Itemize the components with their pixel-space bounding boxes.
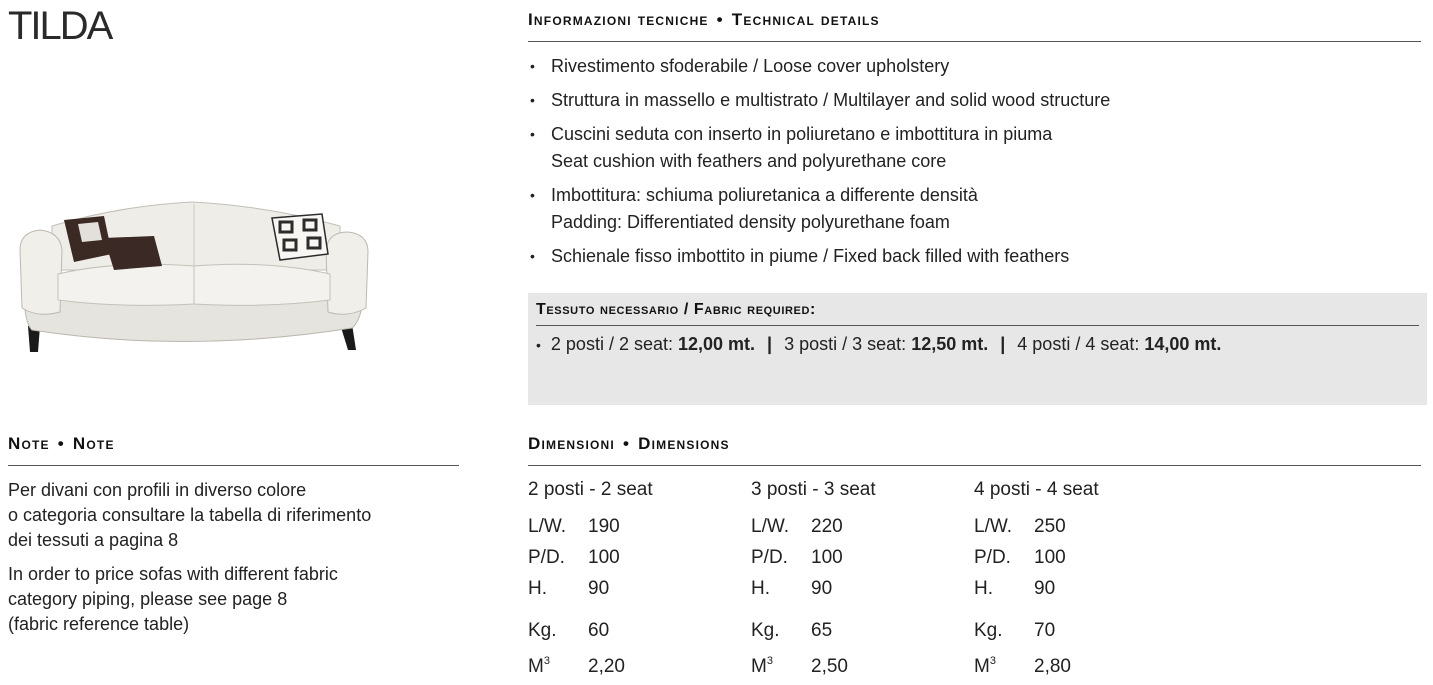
note-text [8,478,458,646]
sofa-image [18,196,370,358]
dimension-value: 2,80 [1034,656,1071,677]
dimension-value: 2,20 [588,656,625,677]
dimensions-column-4-seat [974,478,1099,677]
dimension-label: L/W. [974,516,1013,537]
dimension-row-width [974,511,1099,542]
dimension-label [751,646,811,682]
technical-heading [528,10,880,30]
list-item [528,121,1418,175]
dimension-row-volume [974,646,1099,677]
dimension-row-depth [751,542,876,573]
heading-separator: • [622,434,631,453]
dimension-row-width [751,511,876,542]
dimension-value: 190 [588,516,620,537]
note-heading-en: Note [72,434,115,453]
dimension-label: L/W. [528,516,567,537]
dimension-value: 2,50 [811,656,848,677]
dimension-label: H. [528,578,547,599]
dimension-label: P/D. [974,547,1011,568]
note-heading-it: Note [8,434,50,453]
dimension-row-depth [974,542,1099,573]
list-item-text: Rivestimento sfoderabile / Loose cover upholstery [551,56,950,76]
fabric-label-2-seat: 2 posti / 2 seat: [550,334,673,354]
dimension-row-height [751,573,876,604]
dimension-value: 90 [1034,578,1056,599]
list-item-text: Schienale fisso imbottito in piume / Fixed back filled with feathers [551,246,1070,266]
note-line: (fabric reference table) [8,614,190,634]
dimension-row-height [974,573,1099,604]
note-paragraph-en [8,562,458,637]
fabric-value-4-seat: 14,00 mt. [1144,334,1222,354]
fabric-label-4-seat: 4 posti / 4 seat: [1017,334,1140,354]
dimension-row-depth [528,542,653,573]
dimension-value: 250 [1034,516,1066,537]
volume-unit-exponent: 3 [543,655,550,667]
fabric-heading: Tessuto necessario / Fabric required: [536,301,816,318]
dimension-label: L/W. [751,516,790,537]
dimension-label: H. [751,578,770,599]
dimension-value: 60 [588,620,610,641]
column-title: 3 posti - 3 seat [751,479,876,500]
fabric-label-3-seat: 3 posti / 3 seat: [784,334,907,354]
technical-heading-it: Informazioni tecniche [528,10,709,29]
list-item [528,87,1418,114]
fabric-divider: | [1000,334,1006,354]
dimension-value: 90 [811,578,833,599]
fabric-value-2-seat: 12,00 mt. [678,334,756,354]
dimension-label [528,646,588,682]
dimensions-heading-it: Dimensioni [528,434,615,453]
fabric-value-3-seat: 12,50 mt. [911,334,989,354]
note-line: In order to price sofas with different fabric [8,564,338,584]
dimension-row-width [528,511,653,542]
volume-unit: M [751,656,767,677]
dimension-value: 100 [588,547,620,568]
dimension-value: 65 [811,620,833,641]
list-item-text: • Imbottitura: schiuma poliuretanica a differente densità [551,185,978,205]
note-line: category piping, please see page 8 [8,589,288,609]
dimension-row-height [528,573,653,604]
technical-heading-en: Technical details [731,10,880,29]
dimension-label: P/D. [751,547,788,568]
heading-separator: • [716,10,724,29]
list-item-text-translation: Padding: Differentiated density polyurethane foam [551,212,950,232]
note-line: o categoria consultare la tabella di riferimento [8,505,372,525]
dimension-label: Kg. [528,620,557,641]
list-item [528,243,1418,270]
product-title: TILDA [8,4,112,48]
list-item-text-translation: Seat cushion with feathers and polyurethane core [551,151,947,171]
dimensions-heading [528,434,730,454]
list-item [528,182,1418,236]
dimensions-column-3-seat [751,478,876,677]
dimension-row-weight [528,615,653,646]
dimension-value: 100 [1034,547,1066,568]
heading-separator: • [57,434,65,453]
dimension-label [974,646,1034,682]
volume-unit-exponent: 3 [989,655,996,667]
dimension-value: 100 [811,547,843,568]
fabric-rule [536,325,1419,326]
fabric-divider: | [767,334,773,354]
volume-unit: M [528,656,544,677]
dimension-row-weight [751,615,876,646]
note-line: Per divani con profili in diverso colore [8,480,307,500]
list-item-text: • Cuscini seduta con inserto in poliuretano e imbottitura in piuma [551,124,1053,144]
volume-unit: M [974,656,990,677]
column-title: 4 posti - 4 seat [974,479,1099,500]
fabric-required-panel [528,293,1427,405]
dimension-row-volume [528,646,653,677]
dimensions-heading-en: Dimensions [638,434,730,453]
dimension-label: Kg. [974,620,1003,641]
fabric-values [536,334,1221,355]
dimensions-rule [528,465,1421,466]
dimension-row-weight [974,615,1099,646]
note-paragraph-it [8,478,458,553]
dimension-value: 70 [1034,620,1056,641]
note-heading [8,434,115,454]
dimensions-column-2-seat [528,478,653,677]
dimension-label: Kg. [751,620,780,641]
volume-unit-exponent: 3 [766,655,773,667]
dimension-value: 220 [811,516,843,537]
technical-rule [528,41,1421,42]
fabric-bullet: • [536,337,541,353]
note-line: dei tessuti a pagina 8 [8,530,179,550]
dimension-label: H. [974,578,993,599]
dimension-row-volume [751,646,876,677]
list-item [528,53,1418,80]
dimension-label: P/D. [528,547,565,568]
list-item-text: Struttura in massello e multistrato / Multilayer and solid wood structure [551,90,1111,110]
technical-list [528,53,1418,277]
dimension-value: 90 [588,578,610,599]
column-title: 2 posti - 2 seat [528,479,653,500]
note-rule [8,465,459,466]
